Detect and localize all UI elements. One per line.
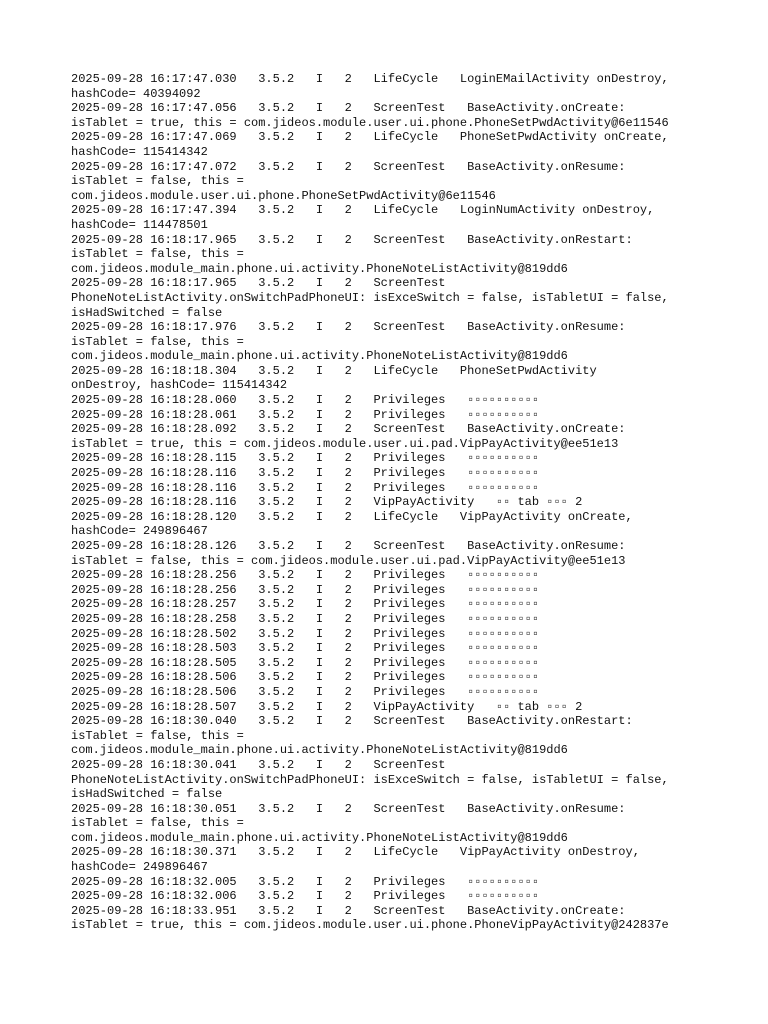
log-line: isTablet = false, this = bbox=[71, 247, 244, 262]
log-line: 2025-09-28 16:17:47.069 3.5.2 I 2 LifeCycle PhoneSetPwdActivity onCreate, bbox=[71, 130, 669, 145]
log-line: 2025-09-28 16:18:28.126 3.5.2 I 2 ScreenTest BaseActivity.onResume: bbox=[71, 539, 626, 553]
log-line: 2025-09-28 16:18:28.256 3.5.2 I 2 Privileges ▫▫▫▫▫▫▫▫▫▫ bbox=[71, 568, 540, 583]
log-line: com.jideos.module_main.phone.ui.activity.PhoneNoteListActivity@819dd6 bbox=[71, 743, 568, 758]
log-line: onDestroy, hashCode= 115414342 bbox=[71, 378, 288, 393]
log-line: 2025-09-28 16:17:47.072 3.5.2 I 2 ScreenTest BaseActivity.onResume: bbox=[71, 159, 626, 174]
log-line: isTablet = true, this = com.jideos.module.user.ui.phone.PhoneSetPwdActivity@6e11546 bbox=[71, 115, 669, 130]
log-line: 2025-09-28 16:18:32.005 3.5.2 I 2 Privileges ▫▫▫▫▫▫▫▫▫▫ bbox=[71, 874, 540, 889]
log-line: com.jideos.module.user.ui.phone.PhoneSetPwdActivity@6e11546 bbox=[71, 188, 496, 203]
log-line: isTablet = false, this = bbox=[71, 728, 244, 743]
log-line: 2025-09-28 16:18:28.257 3.5.2 I 2 Privileges ▫▫▫▫▫▫▫▫▫▫ bbox=[71, 597, 540, 612]
log-line: 2025-09-28 16:18:28.092 3.5.2 I 2 ScreenTest BaseActivity.onCreate: bbox=[71, 422, 626, 437]
log-line: 2025-09-28 16:18:28.116 3.5.2 I 2 Privileges ▫▫▫▫▫▫▫▫▫▫ bbox=[71, 480, 540, 495]
log-line: 2025-09-28 16:18:28.060 3.5.2 I 2 Privileges ▫▫▫▫▫▫▫▫▫▫ bbox=[71, 393, 540, 408]
log-line: 2025-09-28 16:18:33.951 3.5.2 I 2 ScreenTest BaseActivity.onCreate: bbox=[71, 903, 626, 918]
log-line: isTablet = false, this = bbox=[71, 334, 244, 349]
log-line: isHadSwitched = false bbox=[71, 787, 223, 802]
log-line: com.jideos.module_main.phone.ui.activity.PhoneNoteListActivity@819dd6 bbox=[71, 349, 568, 364]
log-line: 2025-09-28 16:17:47.394 3.5.2 I 2 LifeCycle LoginNumActivity onDestroy, bbox=[71, 203, 655, 218]
log-line: 2025-09-28 16:18:17.965 3.5.2 I 2 ScreenTest BaseActivity.onRestart: bbox=[71, 232, 633, 247]
log-line: PhoneNoteListActivity.onSwitchPadPhoneUI: isExceSwitch = false, isTabletUI = false, bbox=[71, 290, 669, 305]
log-line: hashCode= 249896467 bbox=[71, 860, 208, 875]
log-line: 2025-09-28 16:18:28.120 3.5.2 I 2 LifeCycle VipPayActivity onCreate, bbox=[71, 509, 633, 524]
log-document bbox=[71, 72, 711, 933]
log-line: 2025-09-28 16:18:28.256 3.5.2 I 2 Privileges ▫▫▫▫▫▫▫▫▫▫ bbox=[71, 582, 540, 597]
log-line: 2025-09-28 16:18:28.506 3.5.2 I 2 Privileges ▫▫▫▫▫▫▫▫▫▫ bbox=[71, 670, 540, 685]
log-line: isTablet = false, this = bbox=[71, 174, 244, 189]
log-line: hashCode= 40394092 bbox=[71, 86, 201, 101]
log-line: isHadSwitched = false bbox=[71, 305, 223, 320]
log-line: PhoneNoteListActivity.onSwitchPadPhoneUI: isExceSwitch = false, isTabletUI = false, bbox=[71, 772, 669, 787]
log-line: 2025-09-28 16:18:28.507 3.5.2 I 2 VipPayActivity ▫▫ tab ▫▫▫ 2 bbox=[71, 699, 583, 714]
log-line: isTablet = true, this = com.jideos.module.user.ui.pad.VipPayActivity@ee51e13 bbox=[71, 436, 619, 451]
log-line: 2025-09-28 16:17:47.030 3.5.2 I 2 LifeCycle LoginEMailActivity onDestroy, bbox=[71, 72, 669, 86]
log-line: 2025-09-28 16:18:30.041 3.5.2 I 2 ScreenTest bbox=[71, 757, 446, 772]
log-line: 2025-09-28 16:18:30.051 3.5.2 I 2 ScreenTest BaseActivity.onResume: bbox=[71, 801, 626, 816]
log-line: com.jideos.module_main.phone.ui.activity.PhoneNoteListActivity@819dd6 bbox=[71, 261, 568, 276]
log-line: 2025-09-28 16:18:28.116 3.5.2 I 2 Privileges ▫▫▫▫▫▫▫▫▫▫ bbox=[71, 466, 540, 481]
log-line: isTablet = false, this = com.jideos.module.user.ui.pad.VipPayActivity@ee51e13 bbox=[71, 553, 626, 568]
log-line: isTablet = false, this = bbox=[71, 816, 244, 831]
log-line: 2025-09-28 16:18:18.304 3.5.2 I 2 LifeCycle PhoneSetPwdActivity bbox=[71, 363, 597, 378]
log-line: 2025-09-28 16:18:30.040 3.5.2 I 2 ScreenTest BaseActivity.onRestart: bbox=[71, 714, 633, 729]
log-line: 2025-09-28 16:18:28.502 3.5.2 I 2 Privileges ▫▫▫▫▫▫▫▫▫▫ bbox=[71, 626, 540, 641]
log-line: 2025-09-28 16:18:30.371 3.5.2 I 2 LifeCycle VipPayActivity onDestroy, bbox=[71, 845, 640, 860]
log-line: 2025-09-28 16:18:28.116 3.5.2 I 2 VipPayActivity ▫▫ tab ▫▫▫ 2 bbox=[71, 495, 583, 510]
log-line: hashCode= 115414342 bbox=[71, 144, 208, 159]
log-line: 2025-09-28 16:18:28.115 3.5.2 I 2 Privileges ▫▫▫▫▫▫▫▫▫▫ bbox=[71, 451, 540, 466]
log-line: com.jideos.module_main.phone.ui.activity.PhoneNoteListActivity@819dd6 bbox=[71, 830, 568, 845]
log-line: 2025-09-28 16:18:28.258 3.5.2 I 2 Privileges ▫▫▫▫▫▫▫▫▫▫ bbox=[71, 611, 540, 626]
log-line: 2025-09-28 16:18:17.965 3.5.2 I 2 ScreenTest bbox=[71, 276, 446, 291]
log-line: hashCode= 114478501 bbox=[71, 217, 208, 232]
log-line: 2025-09-28 16:18:17.976 3.5.2 I 2 ScreenTest BaseActivity.onResume: bbox=[71, 320, 626, 335]
log-line: 2025-09-28 16:17:47.056 3.5.2 I 2 ScreenTest BaseActivity.onCreate: bbox=[71, 101, 626, 116]
log-line: 2025-09-28 16:18:28.503 3.5.2 I 2 Privileges ▫▫▫▫▫▫▫▫▫▫ bbox=[71, 641, 540, 656]
log-line: isTablet = true, this = com.jideos.module.user.ui.phone.PhoneVipPayActivity@242837e bbox=[71, 918, 669, 933]
log-line: 2025-09-28 16:18:32.006 3.5.2 I 2 Privileges ▫▫▫▫▫▫▫▫▫▫ bbox=[71, 889, 540, 904]
log-line: 2025-09-28 16:18:28.061 3.5.2 I 2 Privileges ▫▫▫▫▫▫▫▫▫▫ bbox=[71, 407, 540, 422]
log-line: 2025-09-28 16:18:28.506 3.5.2 I 2 Privileges ▫▫▫▫▫▫▫▫▫▫ bbox=[71, 684, 540, 699]
log-line: hashCode= 249896467 bbox=[71, 524, 208, 539]
log-line: 2025-09-28 16:18:28.505 3.5.2 I 2 Privileges ▫▫▫▫▫▫▫▫▫▫ bbox=[71, 655, 540, 670]
